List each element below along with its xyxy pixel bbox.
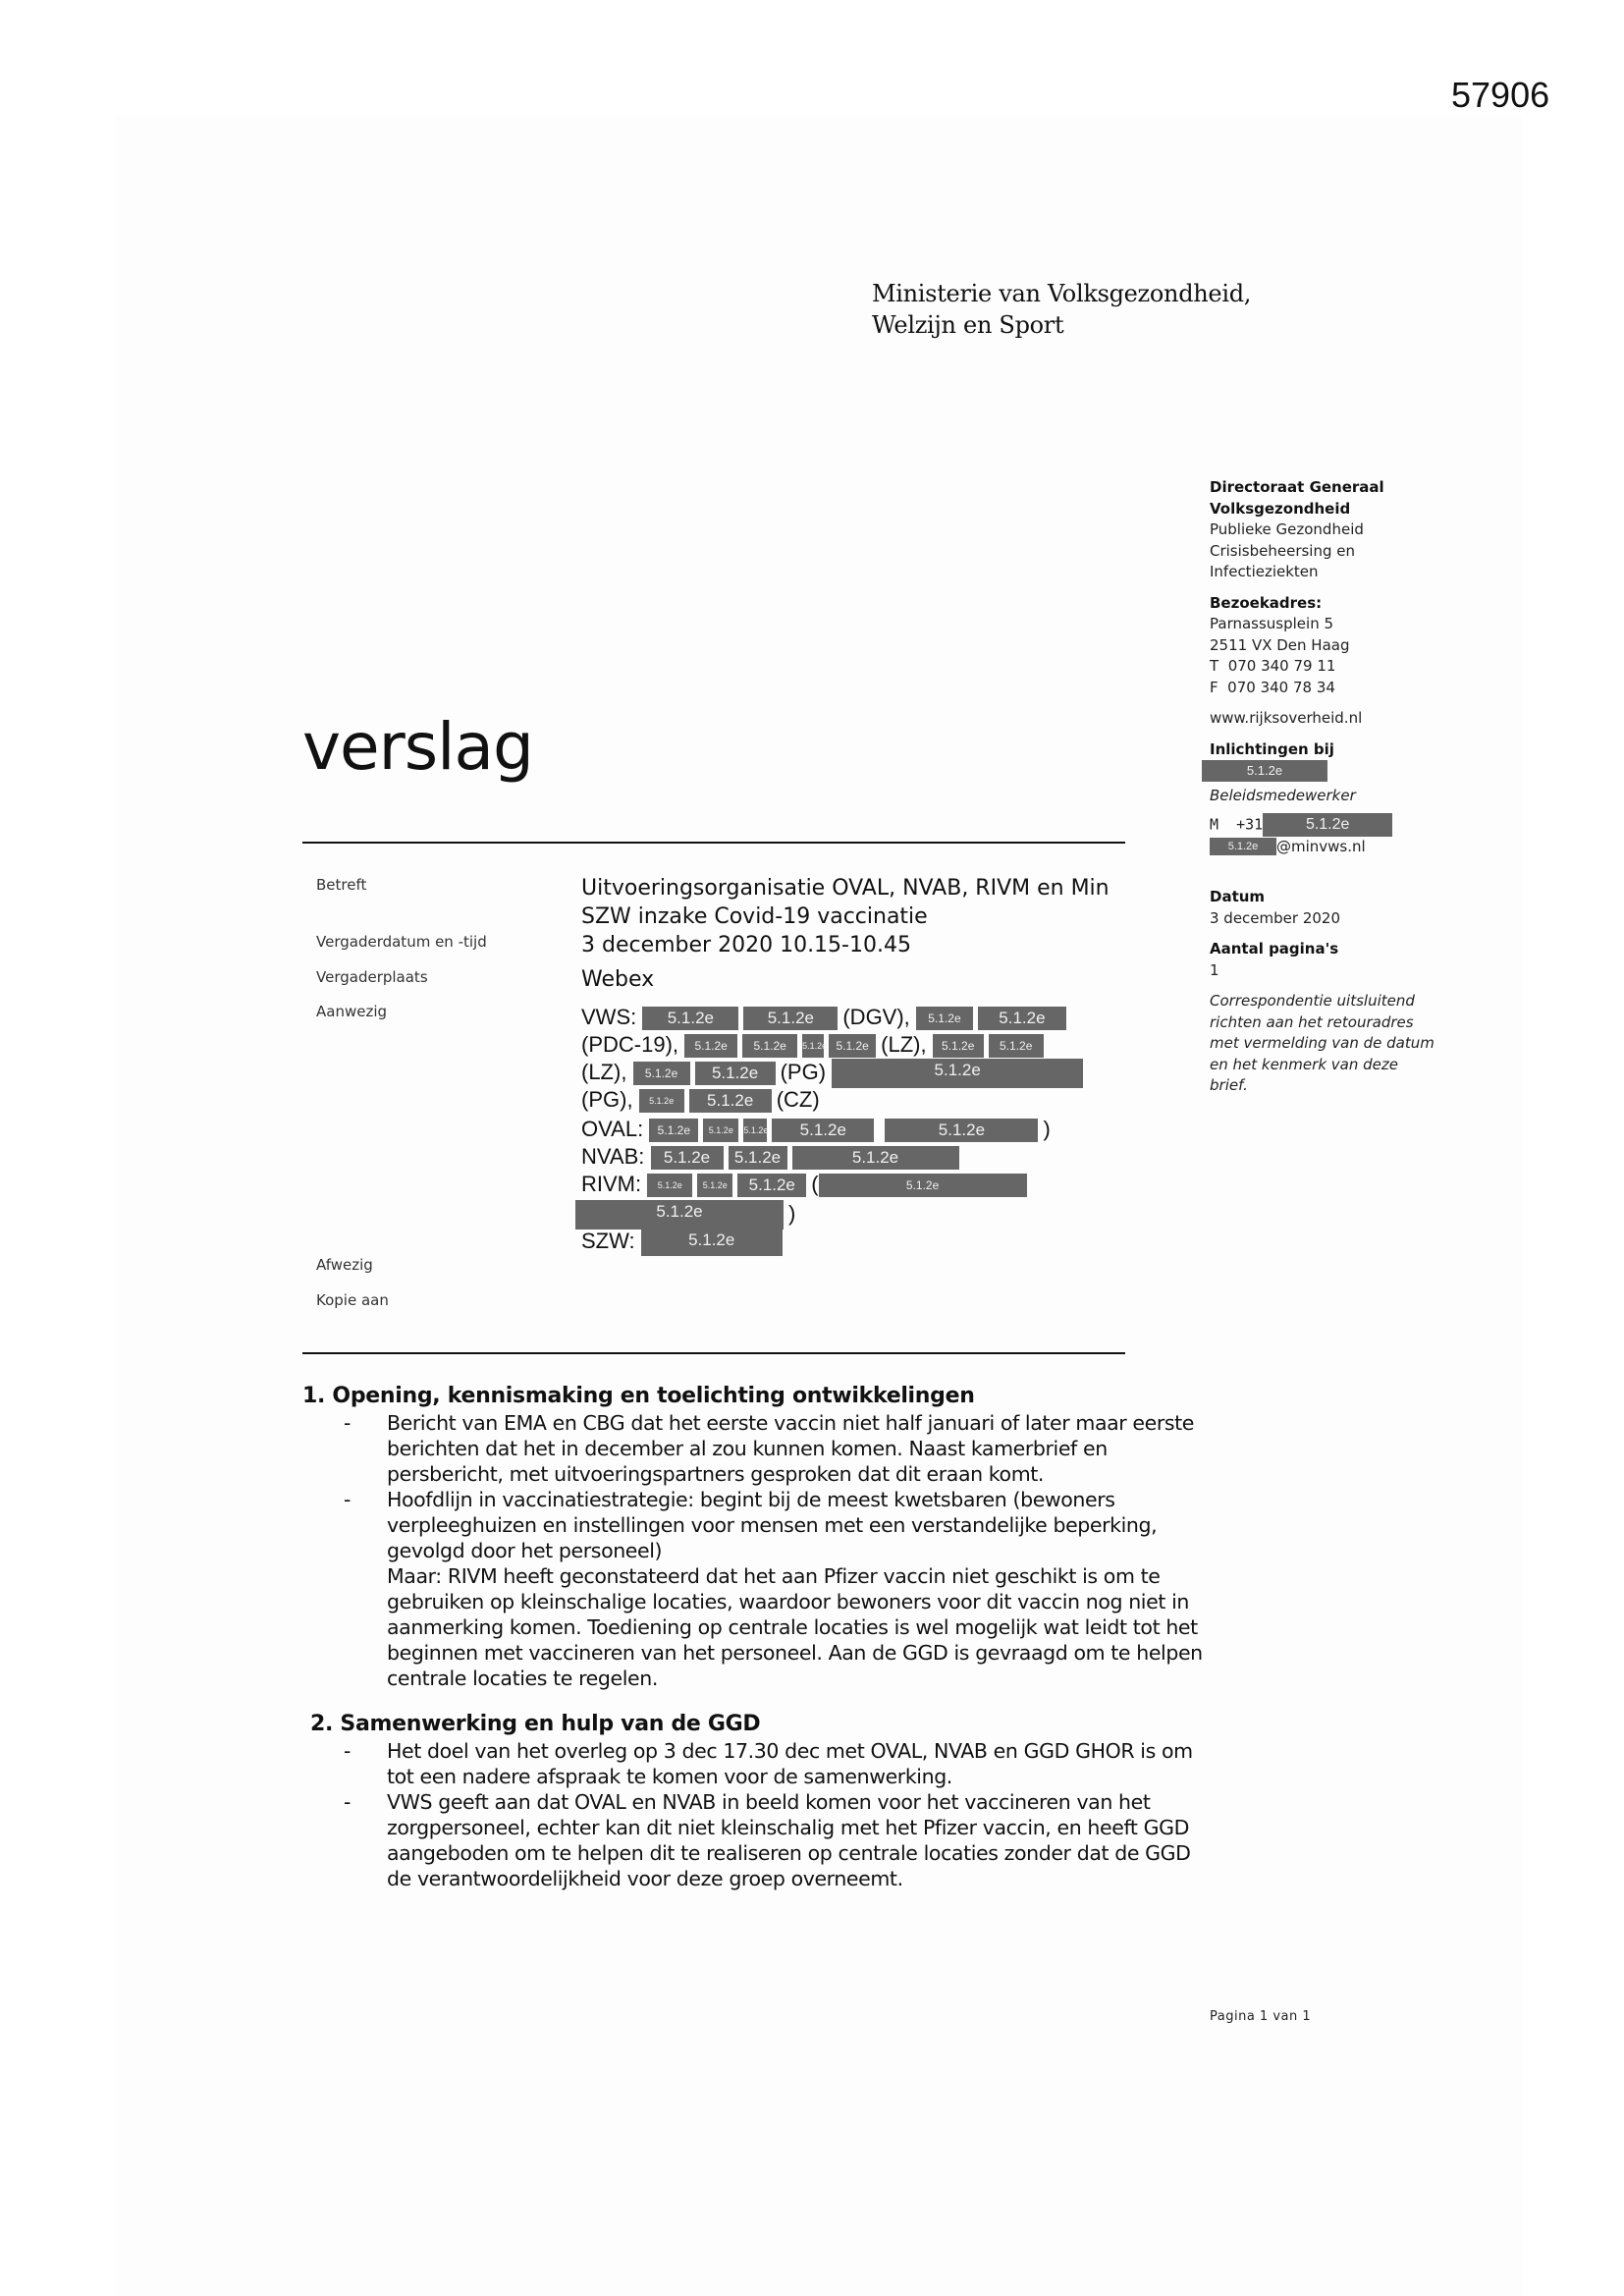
bullet-item <box>302 1738 1206 1789</box>
street-address: Parnassusplein 5 <box>1210 615 1334 632</box>
department-line-1: Publieke Gezondheid <box>1210 520 1364 538</box>
label-location: Vergaderplaats <box>316 968 428 986</box>
org-label-oval: OVAL: <box>581 1117 644 1141</box>
bullet-item <box>302 1487 1206 1691</box>
role-tag: (CZ) <box>776 1087 820 1112</box>
redaction-block: 5.1.2e <box>695 1062 776 1085</box>
org-label-nvab: NVAB: <box>581 1144 645 1169</box>
redaction-block: 5.1.2e <box>742 1034 797 1058</box>
role-tag: (LZ), <box>881 1032 927 1057</box>
redaction-block: 5.1.2e <box>703 1119 738 1142</box>
redaction-block: 5.1.2e <box>639 1089 684 1113</box>
website-link[interactable]: www.rijksoverheid.nl <box>1210 709 1363 727</box>
org-name-line-1: Directoraat Generaal <box>1210 478 1384 496</box>
city-address: 2511 VX Den Haag <box>1210 635 1350 654</box>
role-tag: (PG), <box>581 1087 633 1112</box>
phone-number: T 070 340 79 11 <box>1210 657 1336 675</box>
redaction-block: 5.1.2e <box>885 1119 1038 1142</box>
bullet-text: Bericht van EMA en CBG dat het eerste vaccin niet half januari of later maar eerste berichten dat het in december al zou kunnen komen. Naast kamerbrief en persbericht, met uitvoeringspartners gesproken dat dit eraan komt. <box>387 1411 1195 1486</box>
notice-line: met vermelding van de datum <box>1210 1034 1435 1052</box>
redaction-block: 5.1.2e <box>575 1200 784 1230</box>
department-line-3: Infectieziekten <box>1210 563 1319 580</box>
redaction-block: 5.1.2e <box>641 1229 783 1256</box>
redaction-block: 5.1.2e <box>743 1119 767 1142</box>
redaction-block: 5.1.2e <box>684 1034 737 1058</box>
meta-divider <box>302 1352 1125 1354</box>
attendee-line-vws-3 <box>581 1059 1088 1085</box>
bullet-list <box>302 1410 1206 1691</box>
org-name-line-2: Volksgezondheid <box>1210 499 1351 518</box>
redaction-block: 5.1.2e <box>697 1174 732 1197</box>
redacted-mobile-number: 5.1.2e <box>1263 813 1392 837</box>
paren: ( <box>811 1172 819 1196</box>
redacted-email-user: 5.1.2e <box>1210 838 1276 855</box>
sidebar-colophon <box>1210 477 1465 1097</box>
notice-line: Correspondentie uitsluitend <box>1210 992 1415 1010</box>
redaction-block: 5.1.2e <box>651 1146 724 1170</box>
document-number: 57906 <box>1451 75 1550 115</box>
page-count-value: 1 <box>1210 960 1219 979</box>
email-domain: @minvws.nl <box>1276 837 1366 855</box>
role-tag: (DGV), <box>842 1005 910 1029</box>
attendee-line-vws-4 <box>581 1086 820 1113</box>
contact-role: Beleidsmedewerker <box>1210 787 1356 804</box>
attendee-line-vws <box>581 1004 1071 1030</box>
bullet-text: Hoofdlijn in vaccinatiestrategie: begint bij de meest kwetsbaren (bewoners verpleeghuizen en instellingen voor mensen met een verstandelijke beperking, gevolgd door het personeel) <box>387 1488 1158 1562</box>
bullet-list <box>302 1738 1206 1891</box>
role-tag: (PG) <box>780 1060 827 1084</box>
ministry-logo-text <box>872 278 1251 341</box>
redaction-block: 5.1.2e <box>978 1007 1066 1030</box>
section-2 <box>302 1711 1206 1891</box>
notice-line: brief. <box>1210 1076 1248 1094</box>
fax-number: F 070 340 78 34 <box>1210 678 1335 696</box>
label-copy: Kopie aan <box>316 1291 389 1309</box>
page-indicator: Pagina 1 van 1 <box>1210 2009 1312 2024</box>
org-label-vws: VWS: <box>581 1005 637 1029</box>
date-label: Datum <box>1210 888 1266 905</box>
dash-icon: - <box>344 1488 351 1511</box>
redaction-block: 5.1.2e <box>802 1034 824 1058</box>
attendee-line-szw <box>581 1228 787 1254</box>
subject-line-1: Uitvoeringsorganisatie OVAL, NVAB, RIVM en Min <box>581 876 1110 901</box>
label-subject: Betreft <box>316 876 367 894</box>
label-absent: Afwezig <box>316 1256 373 1274</box>
notice-line: richten aan het retouradres <box>1210 1012 1414 1031</box>
visit-address-label: Bezoekadres: <box>1210 593 1323 612</box>
redaction-block: 5.1.2e <box>933 1034 984 1058</box>
header-divider <box>302 842 1125 844</box>
redaction-block: 5.1.2e <box>743 1007 838 1030</box>
redaction-block: 5.1.2e <box>689 1089 772 1113</box>
org-label-szw: SZW: <box>581 1229 635 1253</box>
bullet-text-continued: Maar: RIVM heeft geconstateerd dat het aan Pfizer vaccin niet geschikt is om te gebruiken op kleinschalige locaties, waardoor bewoners voor dit vaccin nog niet in aanmerking komen. Toediening op centrale locaties is wel mogelijk wat leidt tot het beginnen met vaccineren van het personeel. Aan de GGD is gevraagd om te helpen centrale locaties te regelen. <box>387 1564 1203 1690</box>
meeting-location: Webex <box>581 967 655 992</box>
bullet-text: VWS geeft aan dat OVAL en NVAB in beeld komen voor het vaccineren van het zorgpersoneel, echter kan dit niet kleinschalig met het Pfizer vaccin, en heeft GGD aangeboden om te helpen dit te realiseren op centrale locaties zonder dat de GGD de verantwoordelijkheid voor deze groep overneemt. <box>387 1790 1191 1890</box>
document-title: verslag <box>302 709 533 785</box>
org-label-rivm: RIVM: <box>581 1172 642 1196</box>
bullet-text: Het doel van het overleg op 3 dec 17.30 dec met OVAL, NVAB en GGD GHOR is om tot een nadere afspraak te komen voor de samenwerking. <box>387 1739 1193 1788</box>
role-tag: (PDC-19), <box>581 1032 679 1057</box>
scanned-page <box>116 116 1522 2296</box>
department-line-2: Crisisbeheersing en <box>1210 541 1356 560</box>
redaction-block: 5.1.2e <box>729 1146 787 1170</box>
role-tag: (LZ), <box>581 1060 627 1084</box>
page-count-label: Aantal pagina's <box>1210 940 1339 957</box>
bullet-item <box>302 1410 1206 1487</box>
info-label: Inlichtingen bij <box>1210 739 1334 758</box>
bullet-item <box>302 1789 1206 1891</box>
label-datetime: Vergaderdatum en -tijd <box>316 933 487 951</box>
dash-icon: - <box>344 1790 351 1814</box>
redaction-block: 5.1.2e <box>792 1146 959 1170</box>
section-title: 1. Opening, kennismaking en toelichting ontwikkelingen <box>302 1384 975 1408</box>
redaction-block: 5.1.2e <box>642 1007 738 1030</box>
redaction-block: 5.1.2e <box>737 1174 806 1197</box>
label-present: Aanwezig <box>316 1003 388 1020</box>
dash-icon: - <box>344 1739 351 1763</box>
attendee-line-vws-2 <box>581 1031 1049 1058</box>
paren: ) <box>788 1201 796 1226</box>
correspondence-notice <box>1210 991 1465 1097</box>
redaction-block: 5.1.2e <box>819 1174 1027 1197</box>
redaction-block: 5.1.2e <box>916 1007 973 1030</box>
redaction-block: 5.1.2e <box>649 1119 698 1142</box>
redaction-block: 5.1.2e <box>832 1059 1083 1088</box>
attendee-line-oval <box>581 1116 1051 1142</box>
minutes-body <box>302 1383 1206 1891</box>
paren: ) <box>1043 1117 1051 1141</box>
dash-icon: - <box>344 1411 351 1435</box>
attendee-line-nvab <box>581 1143 964 1170</box>
redacted-contact-name: 5.1.2e <box>1202 760 1327 782</box>
meta-values <box>581 874 1151 994</box>
ministry-line-1: Ministerie van Volksgezondheid, <box>872 280 1252 307</box>
section-title: 2. Samenwerking en hulp van de GGD <box>310 1712 761 1736</box>
meeting-datetime: 3 december 2020 10.15-10.45 <box>581 933 911 957</box>
redaction-block: 5.1.2e <box>647 1174 692 1197</box>
attendee-line-rivm-2 <box>575 1200 795 1227</box>
subject-line-2: SZW inzake Covid-19 vaccinatie <box>581 904 928 929</box>
redaction-block: 5.1.2e <box>829 1034 876 1058</box>
section-1 <box>302 1383 1206 1691</box>
date-value: 3 december 2020 <box>1210 908 1341 927</box>
redaction-block: 5.1.2e <box>633 1062 690 1085</box>
attendee-line-rivm <box>581 1171 1032 1197</box>
notice-line: en het kenmerk van deze <box>1210 1055 1398 1073</box>
mobile-prefix: M +31 <box>1210 815 1264 833</box>
redaction-block: 5.1.2e <box>989 1034 1044 1058</box>
redaction-block: 5.1.2e <box>772 1119 874 1142</box>
ministry-line-2: Welzijn en Sport <box>872 311 1064 339</box>
